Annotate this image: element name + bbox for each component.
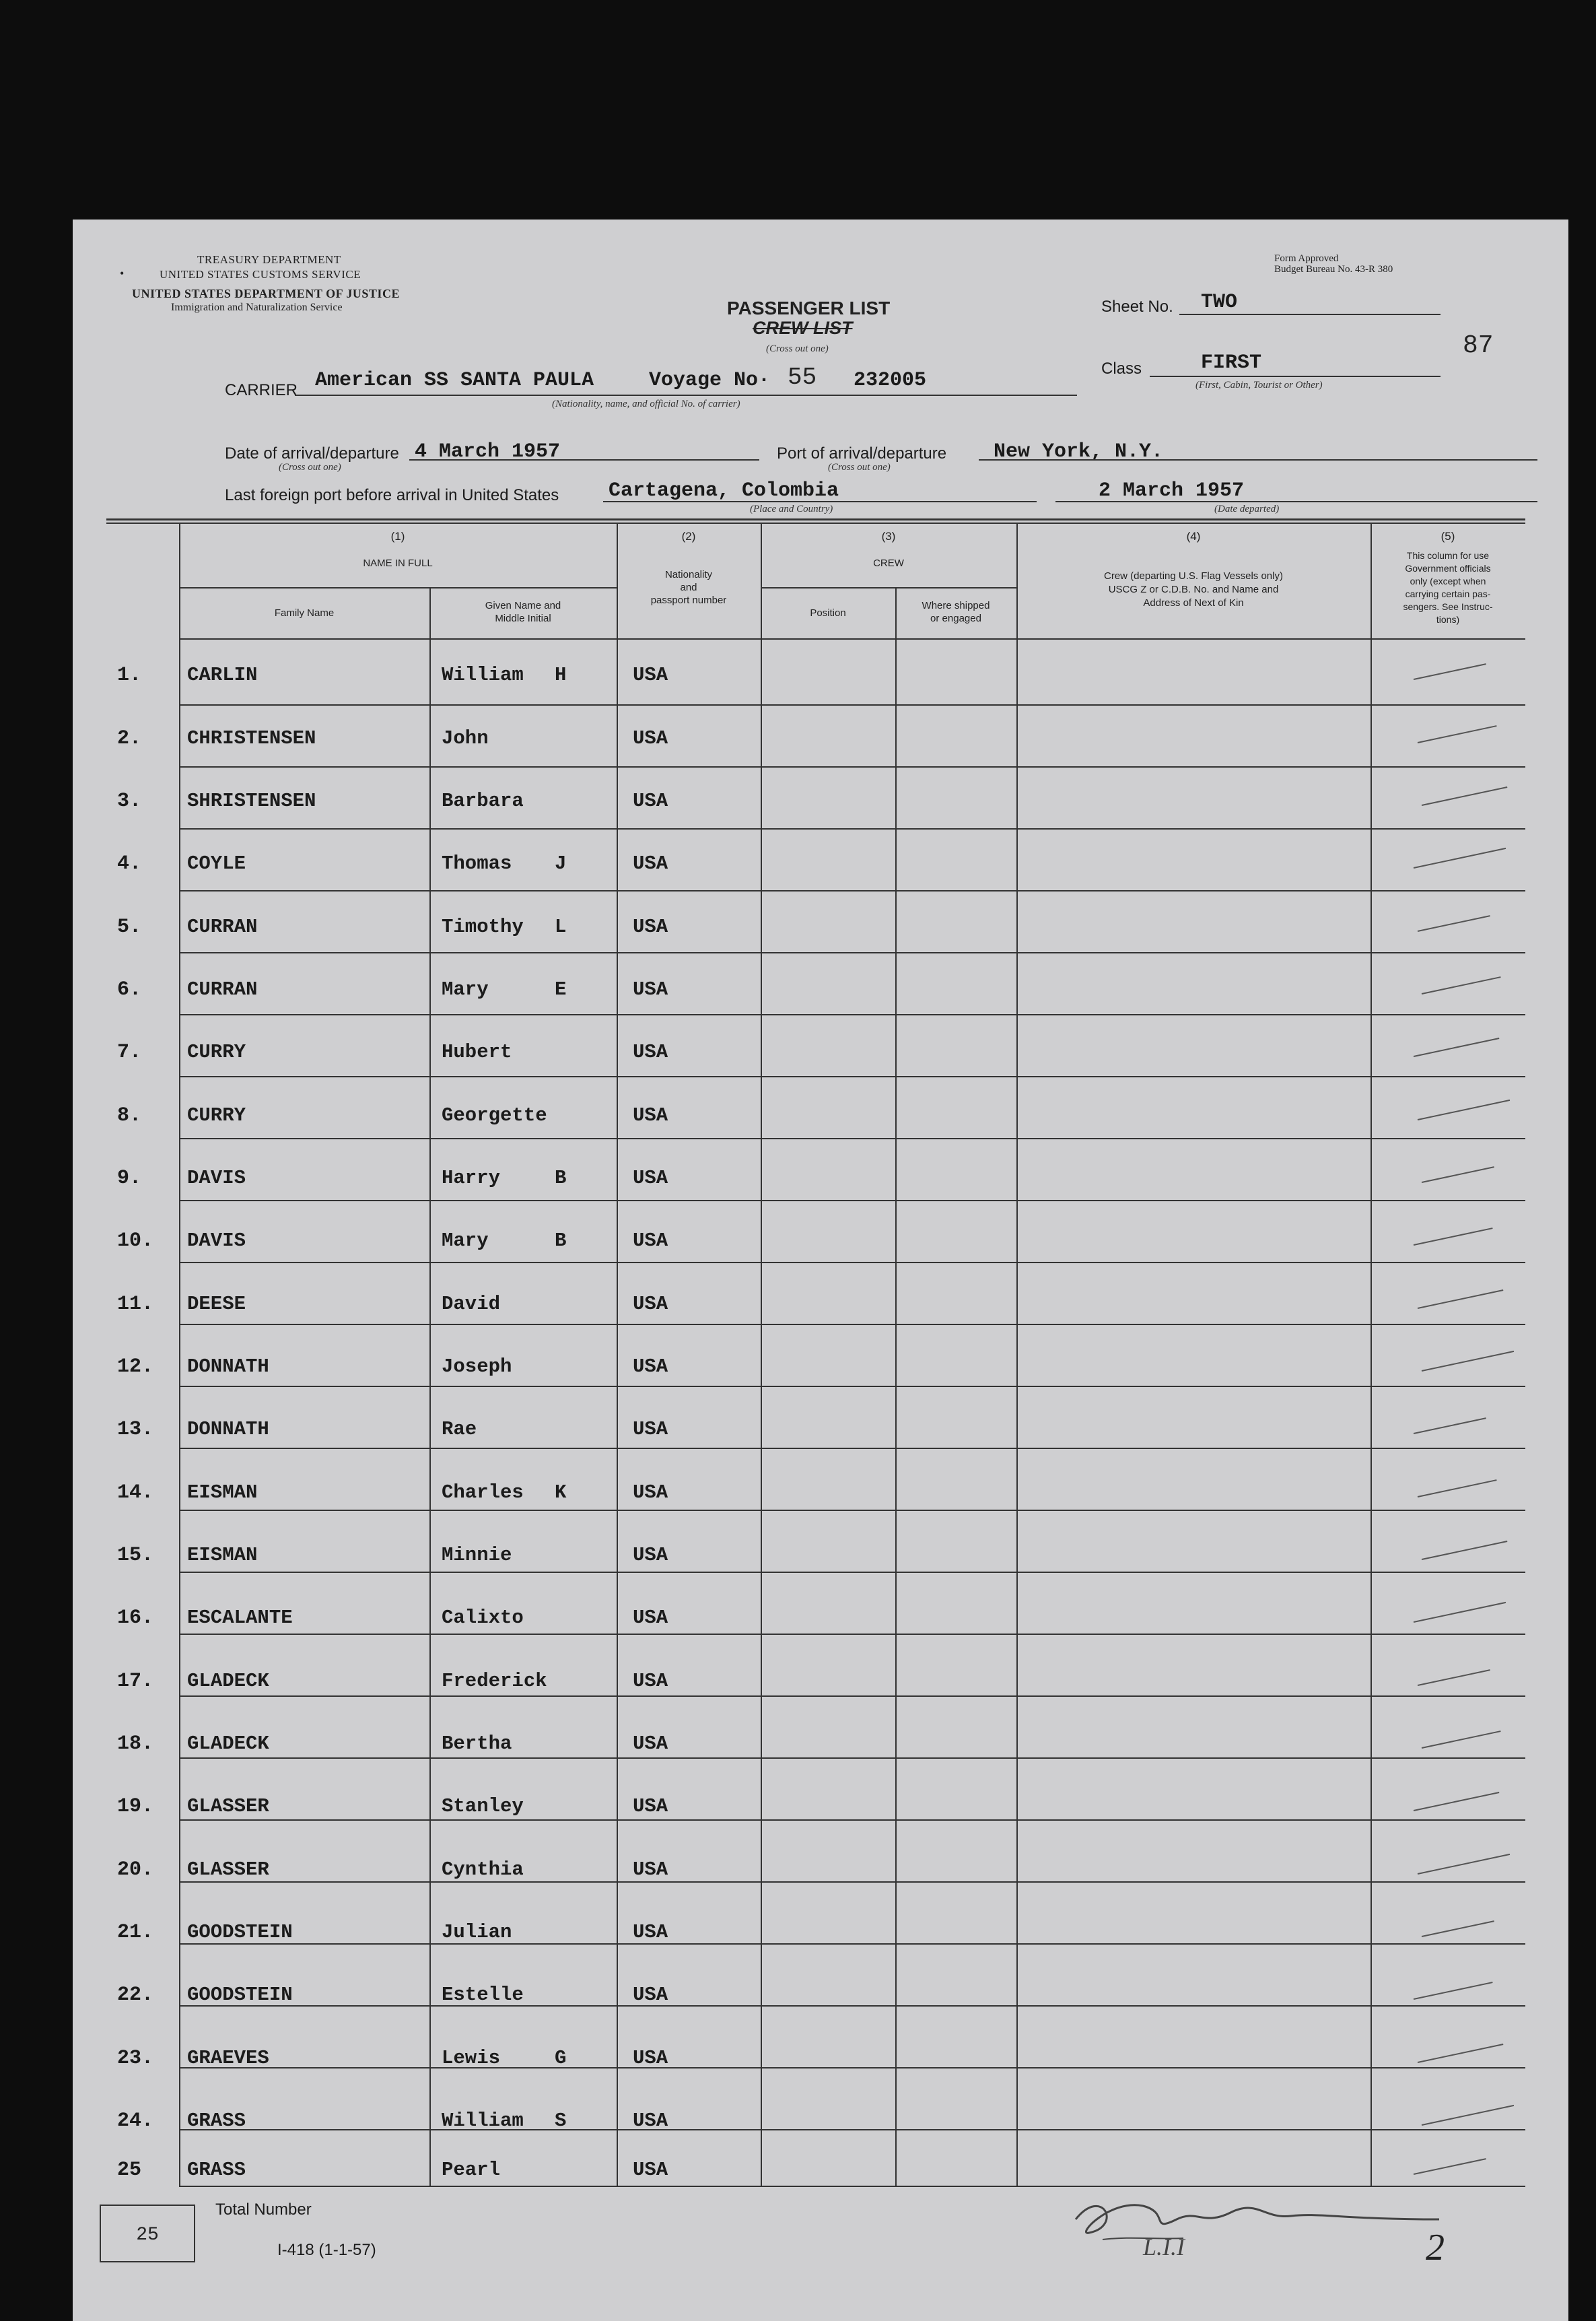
family-name-cell: DONNATH [187, 1355, 269, 1378]
form-approved: Form Approved [1274, 253, 1339, 264]
arrival-underline [409, 459, 759, 461]
table-row [73, 1355, 1568, 1396]
given-name-cell: Bertha [442, 1733, 512, 1755]
col3-crew: CREW [873, 558, 904, 569]
check-mark-icon [1418, 1854, 1510, 1875]
table-row [73, 1795, 1568, 1836]
row-rule [179, 1076, 1525, 1077]
row-number: 22. [117, 1984, 154, 2007]
nationality-cell: USA [633, 1795, 668, 1817]
col4-next-of-kin: Crew (departing U.S. Flag Vessels only) USCG Z or C.D.B. No. and Name and Address of Next of Kin [1104, 570, 1283, 609]
middle-initial-cell: S [555, 2110, 567, 2132]
family-name-cell: EISMAN [187, 1481, 258, 1504]
table-row [73, 1607, 1568, 1647]
row-rule [179, 1014, 1525, 1015]
carrier-underline [295, 395, 1077, 396]
table-row [73, 1481, 1568, 1522]
carrier-label: CARRIER [225, 381, 298, 399]
nationality-cell: USA [633, 1104, 668, 1126]
corner-mark: 2 [1426, 2227, 1445, 2268]
voyage-value: 55 [788, 364, 817, 391]
given-name-cell: Charles [442, 1481, 524, 1504]
table-row [73, 1230, 1568, 1270]
row-number: 7. [117, 1041, 142, 1064]
col1b-given-name: Given Name and Middle Initial [485, 600, 561, 624]
given-name-cell: Georgette [442, 1104, 547, 1126]
nationality-cell: USA [633, 790, 668, 812]
row-number: 10. [117, 1230, 154, 1252]
row-rule [179, 1324, 1525, 1325]
check-mark-icon [1414, 1227, 1493, 1246]
row-rule [179, 1695, 1525, 1697]
given-name-cell: Joseph [442, 1355, 512, 1378]
family-name-cell: GLADECK [187, 1733, 269, 1755]
nationality-cell: USA [633, 2047, 668, 2069]
family-name-cell: SHRISTENSEN [187, 790, 316, 812]
class-value: FIRST [1201, 351, 1262, 374]
agency-customs: UNITED STATES CUSTOMS SERVICE [160, 268, 361, 281]
given-name-cell: Lewis [442, 2047, 501, 2069]
carrier-hint: (Nationality, name, and official No. of carrier) [552, 399, 740, 409]
family-name-cell: CARLIN [187, 664, 258, 686]
table-row [73, 1733, 1568, 1773]
row-rule [179, 1138, 1525, 1139]
voyage-label: Voyage No· [649, 369, 771, 392]
row-rule [179, 2129, 1525, 2130]
nationality-cell: USA [633, 1921, 668, 1943]
title-passenger-list: PASSENGER LIST [727, 298, 891, 318]
row-number: 16. [117, 1607, 154, 1629]
sheet-label: Sheet No. [1101, 298, 1173, 316]
given-name-cell: William [442, 2110, 524, 2132]
total-number-label: Total Number [215, 2200, 312, 2219]
row-rule [179, 1200, 1525, 1201]
family-name-cell: GOODSTEIN [187, 1984, 293, 2006]
nationality-cell: USA [633, 2110, 668, 2132]
check-mark-icon [1418, 725, 1497, 743]
given-name-cell: Barbara [442, 790, 524, 812]
lastport-underline [603, 501, 1037, 502]
nationality-cell: USA [633, 1858, 668, 1881]
port-underline [979, 459, 1537, 461]
nationality-cell: USA [633, 1984, 668, 2006]
sheet-value: TWO [1201, 291, 1238, 314]
check-mark-icon [1414, 1038, 1500, 1057]
row-rule [179, 1943, 1525, 1945]
row-number: 23. [117, 2047, 154, 2070]
check-mark-icon [1418, 1669, 1490, 1686]
check-mark-icon [1422, 1920, 1494, 1937]
check-mark-icon [1418, 1289, 1504, 1309]
official-number: 232005 [854, 369, 927, 392]
col3a-position: Position [810, 607, 846, 619]
given-name-cell: Hubert [442, 1041, 512, 1063]
family-name-cell: CURRAN [187, 978, 258, 1001]
lastport-value: Cartagena, Colombia [609, 479, 839, 502]
row-rule [179, 952, 1525, 953]
family-name-cell: GLADECK [187, 1670, 269, 1692]
departed-value: 2 March 1957 [1099, 479, 1245, 502]
nationality-cell: USA [633, 978, 668, 1001]
check-mark-icon [1422, 1351, 1514, 1372]
table-row [73, 1041, 1568, 1081]
table-row [73, 916, 1568, 956]
col2-number: (2) [681, 530, 696, 543]
row-rule [179, 704, 1525, 706]
given-name-cell: William [442, 664, 524, 686]
family-name-cell: GRAEVES [187, 2047, 269, 2069]
port-label: Port of arrival/departure [777, 444, 947, 463]
nationality-cell: USA [633, 1481, 668, 1504]
port-value: New York, N.Y. [994, 440, 1164, 463]
row-number: 2. [117, 727, 142, 750]
given-name-cell: Calixto [442, 1607, 524, 1629]
nationality-cell: USA [633, 1355, 668, 1378]
row-rule [179, 828, 1525, 830]
row-number: 24. [117, 2110, 154, 2132]
family-name-cell: DAVIS [187, 1230, 246, 1252]
nationality-cell: USA [633, 1733, 668, 1755]
row-rule [179, 1634, 1525, 1635]
table-row [73, 852, 1568, 893]
middle-initial-cell: J [555, 852, 567, 875]
family-name-cell: CURRAN [187, 916, 258, 938]
col5-officials: This column for use Government officials only (except when carrying certain pas- sengers. See Instruc- tions) [1403, 550, 1493, 625]
middle-initial-cell: G [555, 2047, 567, 2069]
check-mark-icon [1414, 1417, 1486, 1434]
row-rule [179, 2005, 1525, 2007]
row-number: 15. [117, 1544, 154, 1567]
given-name-cell: Mary [442, 978, 489, 1001]
table-row [73, 727, 1568, 768]
given-name-cell: Frederick [442, 1670, 547, 1692]
table-top-rule [106, 518, 1525, 520]
given-name-cell: Harry [442, 1167, 501, 1189]
row-number: 14. [117, 1481, 154, 1504]
total-number-box [100, 2205, 195, 2262]
given-name-cell: Thomas [442, 852, 512, 875]
col4-number: (4) [1186, 530, 1201, 543]
table-row [73, 1858, 1568, 1899]
lastport-hint: (Place and Country) [750, 504, 833, 514]
signature-scrawl [1062, 2172, 1466, 2280]
row-number: 13. [117, 1418, 154, 1441]
given-name-cell: Mary [442, 1230, 489, 1252]
check-mark-icon [1414, 1982, 1493, 2000]
middle-initial-cell: L [555, 916, 567, 938]
nationality-cell: USA [633, 1167, 668, 1189]
check-mark-icon [1422, 1730, 1501, 1749]
cross-out-hint: (Cross out one) [766, 343, 829, 354]
row-rule [179, 2067, 1525, 2068]
row-rule [179, 1572, 1525, 1573]
col5-number: (5) [1441, 530, 1455, 543]
given-name-cell: David [442, 1293, 501, 1315]
nationality-cell: USA [633, 2159, 668, 2181]
middle-initial-cell: E [555, 978, 567, 1001]
row-rule [179, 1819, 1525, 1821]
family-name-cell: CHRISTENSEN [187, 727, 316, 749]
col3-subrule [761, 587, 1016, 588]
nationality-cell: USA [633, 1293, 668, 1315]
class-underline [1150, 376, 1441, 377]
row-number: 12. [117, 1355, 154, 1378]
row-number: 6. [117, 978, 142, 1001]
row-number: 21. [117, 1921, 154, 1944]
row-rule [179, 1757, 1525, 1759]
arrival-value: 4 March 1957 [415, 440, 561, 463]
table-row [73, 1984, 1568, 2024]
given-name-cell: Rae [442, 1418, 477, 1440]
middle-initial-cell: B [555, 1167, 567, 1189]
row-rule [179, 1262, 1525, 1263]
nationality-cell: USA [633, 664, 668, 686]
family-name-cell: GLASSER [187, 1795, 269, 1817]
check-mark-icon [1422, 1166, 1494, 1183]
family-name-cell: ESCALANTE [187, 1607, 293, 1629]
agency-justice: UNITED STATES DEPARTMENT OF JUSTICE [132, 287, 400, 300]
departed-hint: (Date departed) [1214, 504, 1280, 514]
given-name-cell: Cynthia [442, 1858, 524, 1881]
nationality-cell: USA [633, 1230, 668, 1252]
family-name-cell: DAVIS [187, 1167, 246, 1189]
title-crew-list: CREW LIST [753, 318, 853, 338]
family-name-cell: GLASSER [187, 1858, 269, 1881]
col1-subrule [179, 587, 617, 588]
nationality-cell: USA [633, 1607, 668, 1629]
check-mark-icon [1422, 976, 1501, 995]
col1-number: (1) [390, 530, 405, 543]
middle-initial-cell: B [555, 1230, 567, 1252]
family-name-cell: DONNATH [187, 1418, 269, 1440]
table-row [73, 1921, 1568, 1961]
check-mark-icon [1422, 1541, 1508, 1560]
check-mark-icon [1418, 1100, 1510, 1120]
col2-nationality: Nationality and passport number [650, 569, 727, 606]
given-name-cell: Timothy [442, 916, 524, 938]
family-name-cell: COYLE [187, 852, 246, 875]
table-row [73, 1544, 1568, 1584]
given-name-cell: Minnie [442, 1544, 512, 1566]
col1-title: NAME IN FULL [363, 558, 433, 569]
family-name-cell: GOODSTEIN [187, 1921, 293, 1943]
table-row [73, 978, 1568, 1019]
nationality-cell: USA [633, 916, 668, 938]
row-rule [179, 766, 1525, 768]
signature-initials: L.I.I [1143, 2233, 1185, 2260]
form-id: I-418 (1-1-57) [277, 2241, 376, 2259]
row-number: 20. [117, 1858, 154, 1881]
lastport-label: Last foreign port before arrival in United States [225, 486, 559, 504]
nationality-cell: USA [633, 727, 668, 749]
class-label: Class [1101, 360, 1142, 378]
nationality-cell: USA [633, 1670, 668, 1692]
given-name-cell: Julian [442, 1921, 512, 1943]
nationality-cell: USA [633, 852, 668, 875]
row-number: 18. [117, 1733, 154, 1755]
header-bottom-rule [179, 638, 1525, 640]
carrier-value: American SS SANTA PAULA [315, 369, 594, 392]
given-name-cell: Pearl [442, 2159, 501, 2181]
arrival-hint: (Cross out one) [279, 462, 341, 473]
check-mark-icon [1418, 2044, 1504, 2063]
bullet-icon: • [120, 267, 125, 280]
row-number: 3. [117, 790, 142, 813]
nationality-cell: USA [633, 1544, 668, 1566]
sheet-underline [1179, 314, 1441, 315]
check-mark-icon [1422, 2105, 1514, 2126]
row-number: 19. [117, 1795, 154, 1818]
arrival-label: Date of arrival/departure [225, 444, 399, 463]
budget-bureau: Budget Bureau No. 43-R 380 [1274, 264, 1393, 275]
manifest-sheet [73, 220, 1568, 2321]
family-name-cell: DEESE [187, 1293, 246, 1315]
check-mark-icon [1414, 1602, 1506, 1623]
family-name-cell: CURRY [187, 1104, 246, 1126]
family-name-cell: CURRY [187, 1041, 246, 1063]
row-rule [179, 1510, 1525, 1511]
page-mark: 87 [1463, 331, 1494, 360]
given-name-cell: John [442, 727, 489, 749]
check-mark-icon [1418, 1479, 1497, 1498]
row-number: 9. [117, 1167, 142, 1190]
check-mark-icon [1418, 915, 1490, 932]
col1a-family-name: Family Name [274, 607, 335, 619]
agency-treasury: TREASURY DEPARTMENT [197, 253, 341, 266]
table-row [73, 1167, 1568, 1207]
table-row [73, 1293, 1568, 1333]
row-rule [179, 890, 1525, 892]
nationality-cell: USA [633, 1418, 668, 1440]
row-number: 4. [117, 852, 142, 875]
table-row [73, 1670, 1568, 1710]
row-number: 11. [117, 1293, 154, 1316]
row-number: 25 [117, 2159, 142, 2182]
row-number: 1. [117, 664, 142, 687]
nationality-cell: USA [633, 1041, 668, 1063]
row-number: 5. [117, 916, 142, 939]
table-row [73, 790, 1568, 830]
check-mark-icon [1414, 1792, 1500, 1811]
check-mark-icon [1422, 786, 1508, 806]
row-rule [179, 1386, 1525, 1387]
row-number: 8. [117, 1104, 142, 1127]
col3b-where-shipped: Where shipped or engaged [922, 600, 990, 624]
table-row [73, 1418, 1568, 1458]
family-name-cell: GRASS [187, 2110, 246, 2132]
family-name-cell: GRASS [187, 2159, 246, 2181]
table-top-rule-2 [106, 523, 1525, 524]
agency-ins: Immigration and Naturalization Service [171, 302, 343, 313]
row-rule [179, 1881, 1525, 1883]
family-name-cell: EISMAN [187, 1544, 258, 1566]
class-hint: (First, Cabin, Tourist or Other) [1195, 380, 1323, 391]
check-mark-icon [1414, 663, 1486, 680]
row-rule [179, 1448, 1525, 1449]
check-mark-icon [1414, 848, 1506, 869]
middle-initial-cell: H [555, 664, 567, 686]
row-number: 17. [117, 1670, 154, 1693]
given-name-cell: Estelle [442, 1984, 524, 2006]
middle-initial-cell: K [555, 1481, 567, 1504]
col3-number: (3) [881, 530, 896, 543]
table-row [73, 664, 1568, 704]
departed-underline [1055, 501, 1537, 502]
port-hint: (Cross out one) [828, 462, 891, 473]
given-name-cell: Stanley [442, 1795, 524, 1817]
total-number-value: 25 [136, 2225, 159, 2246]
